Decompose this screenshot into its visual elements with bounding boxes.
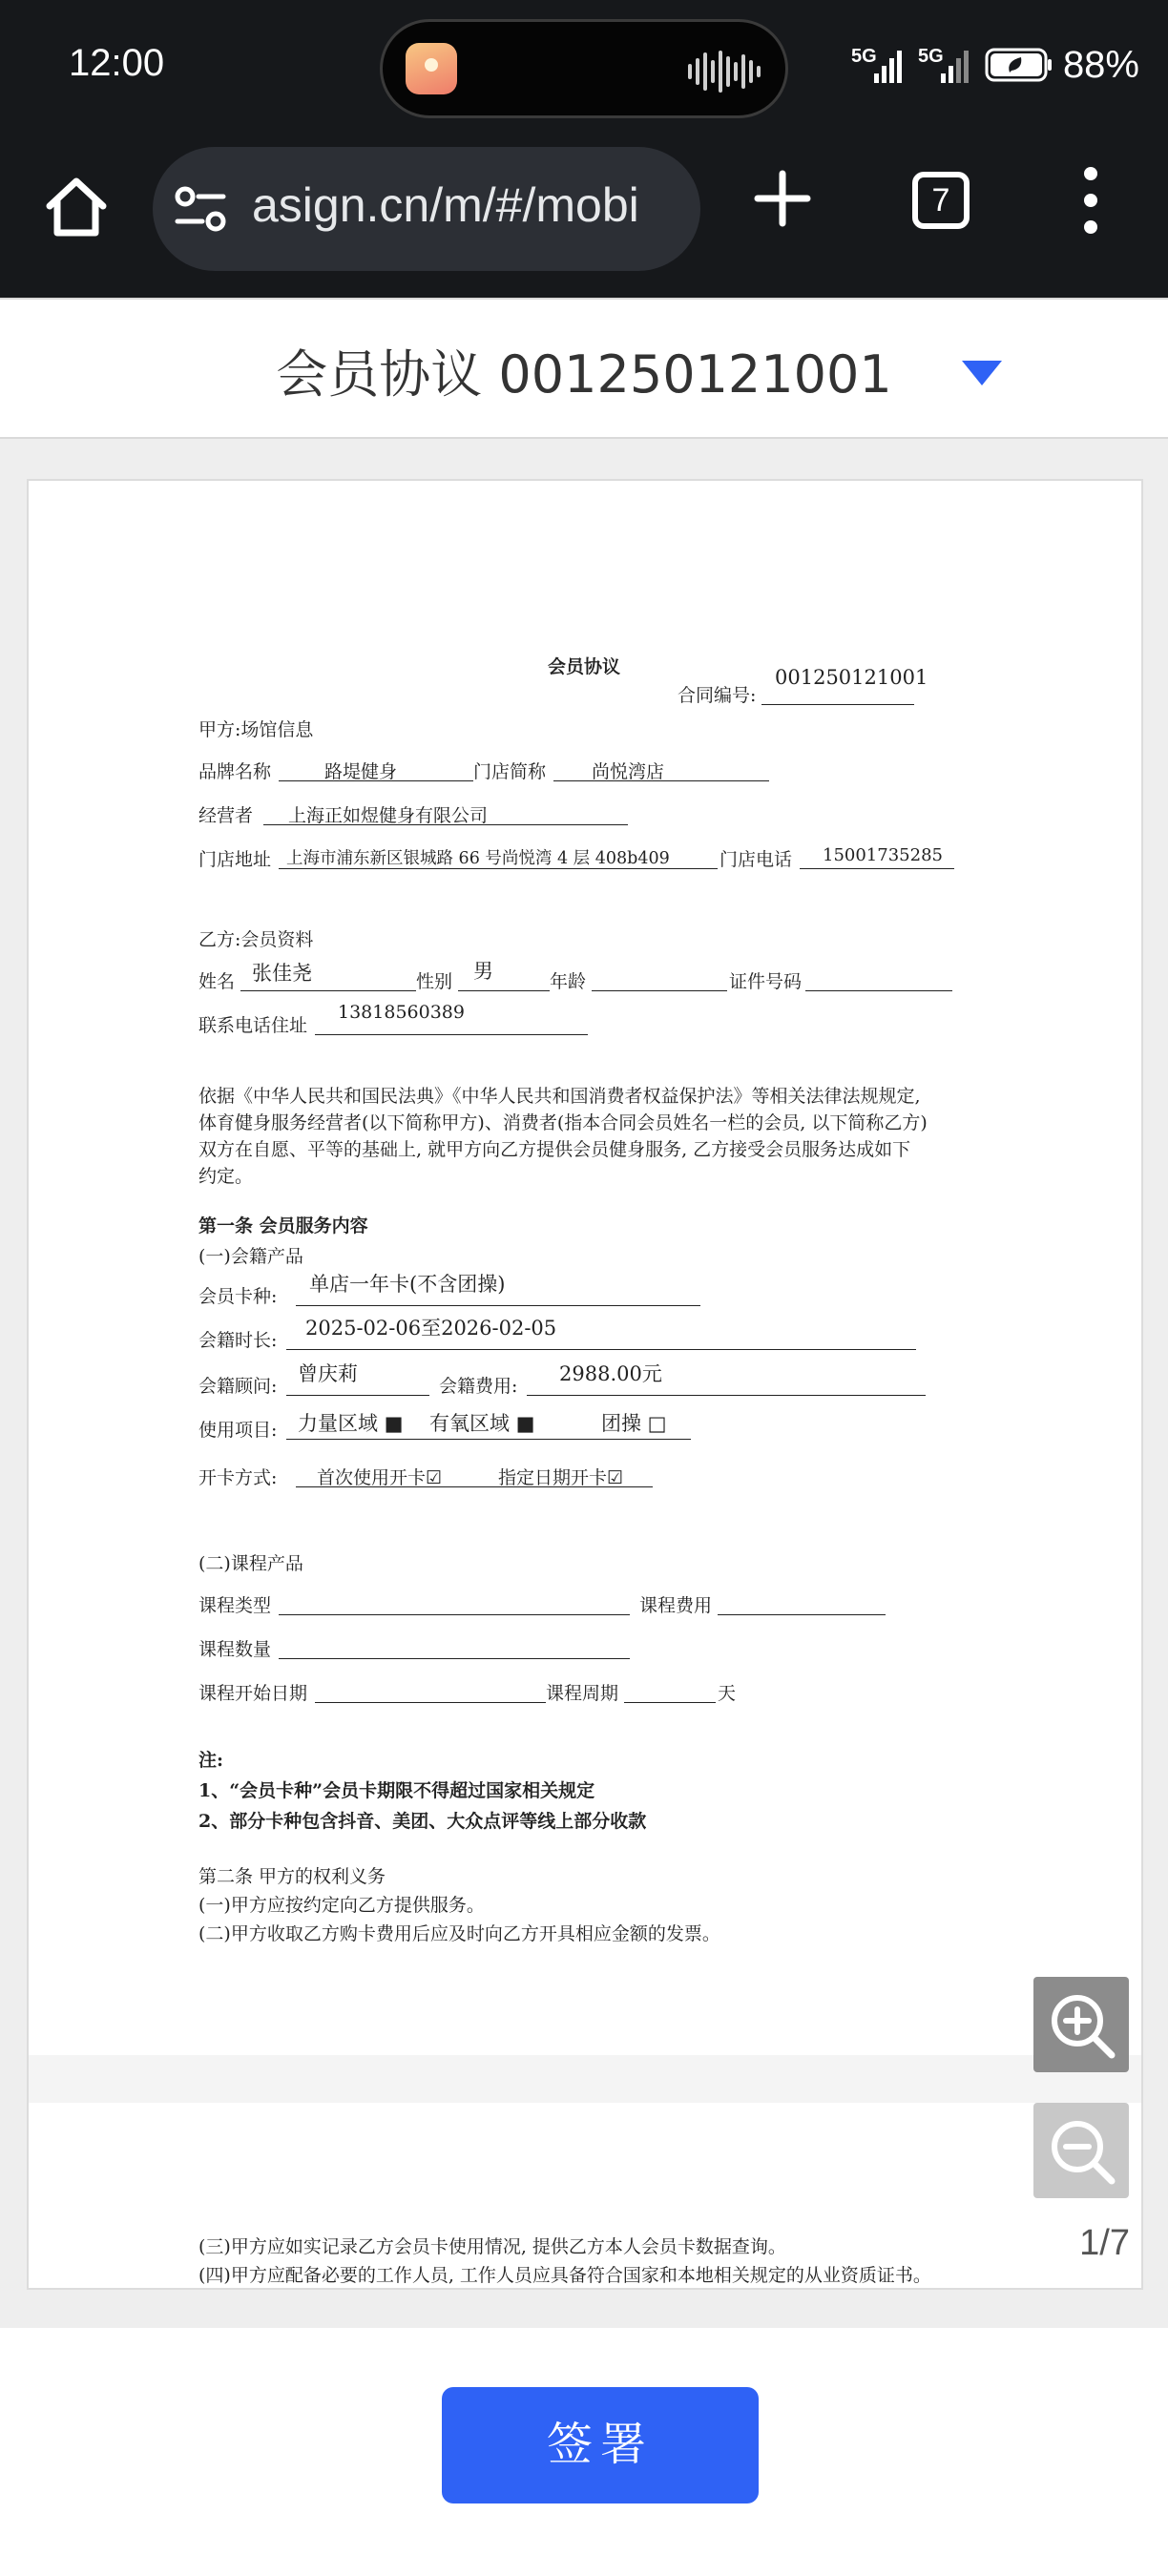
note-heading: 注: [198, 1750, 224, 1771]
clock: 12:00 [69, 42, 165, 84]
course-period-label: 课程周期 [546, 1683, 619, 1704]
course-qty-label: 课程数量 [198, 1639, 272, 1660]
signal-5g-2-icon [918, 41, 975, 89]
store-label: 门店简称 [473, 761, 547, 782]
document-title-bar[interactable] [0, 298, 1168, 439]
brand-value: 路堤健身 [324, 761, 398, 782]
advisor-line [286, 1395, 429, 1396]
battery-percent: 88% [1062, 43, 1139, 86]
article-1-heading: 第一条 会员服务内容 [198, 1215, 368, 1236]
course-type-label: 课程类型 [198, 1595, 272, 1616]
contact-value: 13818560389 [338, 1002, 465, 1023]
course-qty-line [279, 1658, 630, 1659]
party-a-heading: 甲方:场馆信息 [198, 719, 314, 740]
phone-label: 门店电话 [720, 849, 793, 870]
operator-label: 经营者 [198, 805, 254, 826]
fee-label: 会籍费用: [439, 1376, 518, 1397]
open-label: 开卡方式: [198, 1467, 278, 1488]
site-settings-icon[interactable] [174, 183, 227, 235]
zoom-in-icon [1033, 1977, 1129, 2072]
open-first-use: 首次使用开卡☑ [317, 1467, 443, 1488]
note-1: 1、“会员卡种”会员卡期限不得超过国家相关规定 [198, 1780, 595, 1801]
new-tab-icon[interactable] [744, 160, 821, 237]
doc-title: 会员协议 [548, 656, 621, 677]
duration-value: 2025-02-06至2026-02-05 [305, 1317, 557, 1340]
url-text[interactable]: asign.cn/m/#/mobi [252, 178, 639, 232]
document-viewer[interactable] [0, 439, 1168, 2328]
home-icon[interactable] [38, 170, 115, 246]
address-bar[interactable] [153, 147, 700, 271]
item-cardio: 有氧区域 ■ [429, 1412, 535, 1435]
items-label: 使用项目: [198, 1420, 278, 1441]
age-line [592, 990, 727, 991]
intro-line-4: 约定。 [198, 1166, 254, 1187]
zoom-in-button[interactable] [1033, 1977, 1129, 2072]
page-break [29, 2055, 1141, 2103]
member-gender: 男 [473, 960, 493, 983]
card-type-label: 会员卡种: [198, 1286, 278, 1307]
document-page [27, 479, 1143, 2290]
course-start-label: 课程开始日期 [198, 1683, 308, 1704]
sign-button[interactable]: 签署 [442, 2387, 759, 2503]
status-icons [851, 36, 1139, 93]
course-fee-line [718, 1614, 886, 1615]
operator-value: 上海正如煜健身有限公司 [288, 805, 489, 826]
advisor-value: 曾庆莉 [298, 1362, 358, 1385]
advisor-label: 会籍顾问: [198, 1376, 278, 1397]
contract-no-label: 合同编号: [678, 685, 757, 706]
phone-line [800, 868, 954, 869]
course-product-heading: (二)课程产品 [198, 1553, 303, 1574]
course-period-unit: 天 [718, 1683, 737, 1704]
course-type-line [279, 1614, 630, 1615]
id-line [805, 990, 952, 991]
article-2-item-4: (四)甲方应配备必要的工作人员, 工作人员应具备符合国家和本地相关规定的从业资质证书。 [198, 2265, 931, 2286]
fee-value: 2988.00元 [559, 1362, 662, 1385]
contract-no-line [761, 704, 914, 705]
browser-toolbar [0, 134, 1168, 298]
id-label: 证件号码 [729, 971, 803, 992]
party-b-heading: 乙方:会员资料 [198, 929, 314, 950]
name-label: 姓名 [198, 971, 236, 992]
article-2-heading: 第二条 甲方的权利义务 [198, 1866, 386, 1887]
phone-value: 15001735285 [823, 845, 943, 865]
article-2-item-2: (二)甲方收取乙方购卡费用后应及时向乙方开具相应金额的发票。 [198, 1923, 720, 1944]
card-type-line [296, 1305, 700, 1306]
article-2-item-3: (三)甲方应如实记录乙方会员卡使用情况, 提供乙方本人会员卡数据查询。 [198, 2236, 786, 2257]
tab-switcher-button[interactable]: 7 [912, 172, 970, 229]
member-name: 张佳尧 [252, 962, 312, 985]
course-period-line [624, 1702, 716, 1703]
card-type-value: 单店一年卡(不含团操) [309, 1273, 506, 1296]
contract-no: 001250121001 [775, 666, 928, 689]
intro-line-3: 双方在自愿、平等的基础上, 就甲方向乙方提供会员健身服务, 乙方接受会员服务达成如下 [198, 1139, 911, 1160]
battery-icon [985, 46, 1053, 84]
address-value: 上海市浦东新区银城路 66 号尚悦湾 4 层 408b409 [286, 849, 670, 868]
open-specified-date: 指定日期开卡☑ [498, 1467, 624, 1488]
document-title: 会员协议 001250121001 [276, 344, 892, 405]
duration-label: 会籍时长: [198, 1330, 278, 1351]
app-icon[interactable] [406, 43, 457, 94]
item-strength: 力量区域 ■ [298, 1412, 404, 1435]
course-fee-label: 课程费用 [639, 1595, 713, 1616]
contact-line [315, 1034, 588, 1035]
intro-line-1: 依据《中华人民共和国民法典》《中华人民共和国消费者权益保护法》等相关法律法规规定, [198, 1086, 921, 1107]
note-2: 2、部分卡种包含抖音、美团、大众点评等线上部分收款 [198, 1811, 647, 1832]
intro-line-2: 体育健身服务经营者(以下简称甲方)、消费者(指本合同会员姓名一栏的会员, 以下简称乙方) [198, 1112, 928, 1133]
gender-label: 性别 [416, 971, 453, 992]
item-group: 团操 □ [601, 1412, 667, 1435]
name-line [240, 990, 416, 991]
store-value: 尚悦湾店 [592, 761, 665, 782]
address-label: 门店地址 [198, 849, 272, 870]
page-indicator: 1/7 [1079, 2223, 1130, 2263]
fee-line [527, 1395, 926, 1396]
brand-label: 品牌名称 [198, 761, 272, 782]
gender-line [458, 990, 550, 991]
dropdown-caret-icon[interactable] [962, 361, 1002, 385]
status-bar [0, 0, 1168, 134]
bottom-action-bar [0, 2328, 1168, 2576]
items-line [286, 1439, 691, 1440]
article-2-item-1: (一)甲方应按约定向乙方提供服务。 [198, 1895, 485, 1916]
net2-label: 5G [917, 46, 944, 67]
zoom-out-button[interactable] [1033, 2103, 1129, 2198]
signal-5g-icon [851, 41, 908, 89]
course-start-line [315, 1702, 546, 1703]
audio-wave-icon [686, 49, 762, 94]
age-label: 年龄 [550, 971, 587, 992]
zoom-out-icon [1033, 2103, 1129, 2198]
dynamic-island[interactable] [380, 19, 788, 118]
membership-product-heading: (一)会籍产品 [198, 1246, 303, 1267]
net1-label: 5G [850, 46, 877, 67]
contact-label: 联系电话住址 [198, 1015, 308, 1036]
more-menu-icon[interactable] [1076, 162, 1105, 239]
duration-line [286, 1349, 916, 1350]
